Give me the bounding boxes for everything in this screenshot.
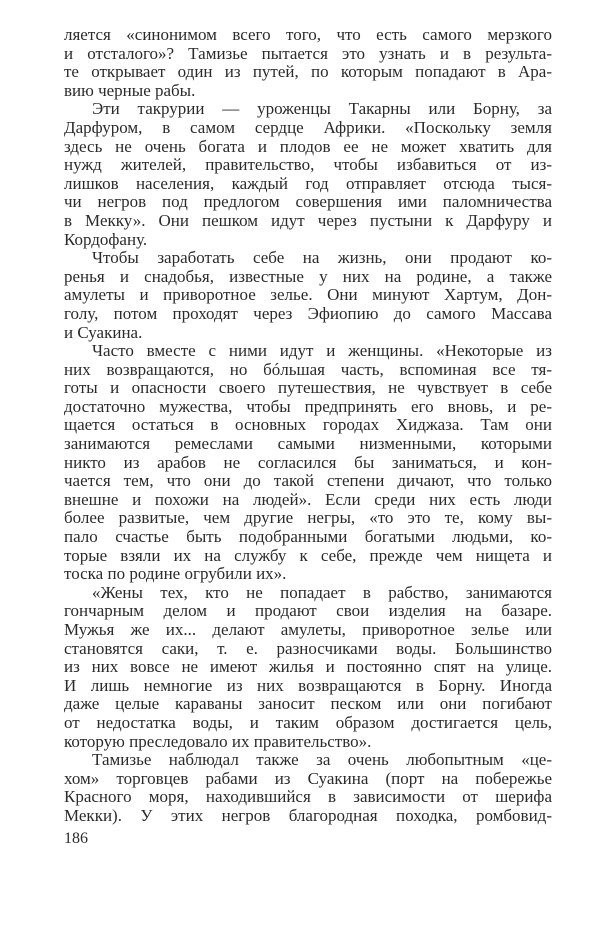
- text-line: И лишь немногие из них возвращаются в Борну. Иногда: [64, 675, 552, 695]
- text-line: пало счастье быть подобранными богатыми людьми, ко-: [64, 527, 552, 547]
- page-body-text: [64, 26, 552, 826]
- text-line: Кордофану.: [64, 229, 148, 249]
- text-line: ляется «синонимом всего того, что есть самого мерзкого: [64, 25, 552, 44]
- text-line: даже целые караваны заносит песком или они погибают: [64, 694, 552, 714]
- text-line: те открывает один из путей, по которым попадают в Ара-: [64, 62, 552, 82]
- text-line: них возвращаются, но бóльшая часть, вспоминая все тя-: [64, 359, 552, 379]
- text-line: занимаются ремеслами самыми низменными, которыми: [64, 434, 552, 454]
- text-line: Красного моря, находившийся в зависимости от шерифа: [64, 787, 552, 807]
- text-line: внешне и похожи на людей». Если среди них есть люди: [64, 489, 552, 509]
- text-line: становятся саки, т. е. разносчиками воды. Большинство: [64, 638, 552, 658]
- text-line: амулеты и приворотное зелье. Они минуют Хартум, Дон-: [64, 285, 552, 305]
- paragraph: [64, 342, 552, 584]
- text-line: более развитые, чем другие негры, «то это те, кому вы-: [64, 508, 552, 528]
- paragraph: [64, 751, 552, 825]
- page-number: 186: [64, 830, 88, 847]
- paragraph: [64, 249, 552, 342]
- text-line: Мужья же их... делают амулеты, приворотное зелье или: [64, 620, 552, 639]
- text-line: Тамизье наблюдал также за очень любопытным «це-: [92, 750, 552, 770]
- paragraph: [64, 26, 552, 100]
- text-line: здесь не очень богата и плодов ее не может хватить для: [64, 136, 552, 156]
- text-line: тоска по родине огрубили их».: [64, 564, 287, 584]
- paragraph: [64, 584, 552, 751]
- text-line: достаточно мужества, чтобы предпринять его вновь, и ре-: [64, 396, 552, 416]
- paragraph: [64, 100, 552, 249]
- text-line: которую преследовало их правительство».: [64, 731, 372, 751]
- text-line: Дарфуром, в самом сердце Африки. «Поскольку земля: [64, 117, 552, 137]
- text-line: из них вовсе не имеют жилья и постоянно спят на улице.: [64, 657, 552, 677]
- text-line: никто из арабов не согласился бы заниматься, и кон-: [64, 452, 552, 472]
- text-line: Эти такрурии — уроженцы Такарны или Борну, за: [92, 99, 552, 119]
- text-line: и Суакина.: [64, 322, 143, 342]
- text-line: чается тем, что они до такой степени дичают, что только: [64, 471, 552, 491]
- text-line: ренья и снадобья, известные у них на родине, а также: [64, 266, 552, 286]
- text-line: чи негров под предлогом совершения ими паломничества: [64, 192, 552, 212]
- text-line: в Мекку». Они пешком идут через пустыни к Дарфуру и: [64, 210, 552, 230]
- text-line: готы и опасности своего путешествия, не чувствует в себе: [64, 378, 552, 398]
- text-line: щается остаться в основных городах Хиджаза. Там они: [64, 415, 552, 435]
- text-line: торые взяли их на службу к себе, прежде чем нищета и: [64, 545, 552, 565]
- text-line: гончарным делом и продают свои изделия на базаре.: [64, 601, 552, 621]
- text-line: Часто вместе с ними идут и женщины. «Некоторые из: [92, 341, 552, 361]
- text-line: хом» торговцев рабами из Суакина (порт на побережье: [64, 768, 552, 788]
- text-line: вию черные рабы.: [64, 80, 196, 100]
- text-line: нужд жителей, правительство, чтобы избавиться от из-: [64, 155, 552, 175]
- text-line: от недостатка воды, и таким образом достигается цель,: [64, 712, 552, 732]
- text-line: Чтобы заработать себе на жизнь, они продают ко-: [92, 248, 552, 268]
- text-line: лишков населения, каждый год отправляет отсюда тыся-: [64, 173, 552, 193]
- text-line: голу, потом проходят через Эфиопию до самого Массава: [64, 303, 552, 323]
- text-line: и отсталого»? Тамизье пытается это узнать и в результа-: [64, 43, 552, 63]
- text-line: «Жены тех, кто не попадает в рабство, занимаются: [92, 582, 552, 602]
- text-line: Мекки). У этих негров благородная походка, ромбовид-: [64, 805, 552, 825]
